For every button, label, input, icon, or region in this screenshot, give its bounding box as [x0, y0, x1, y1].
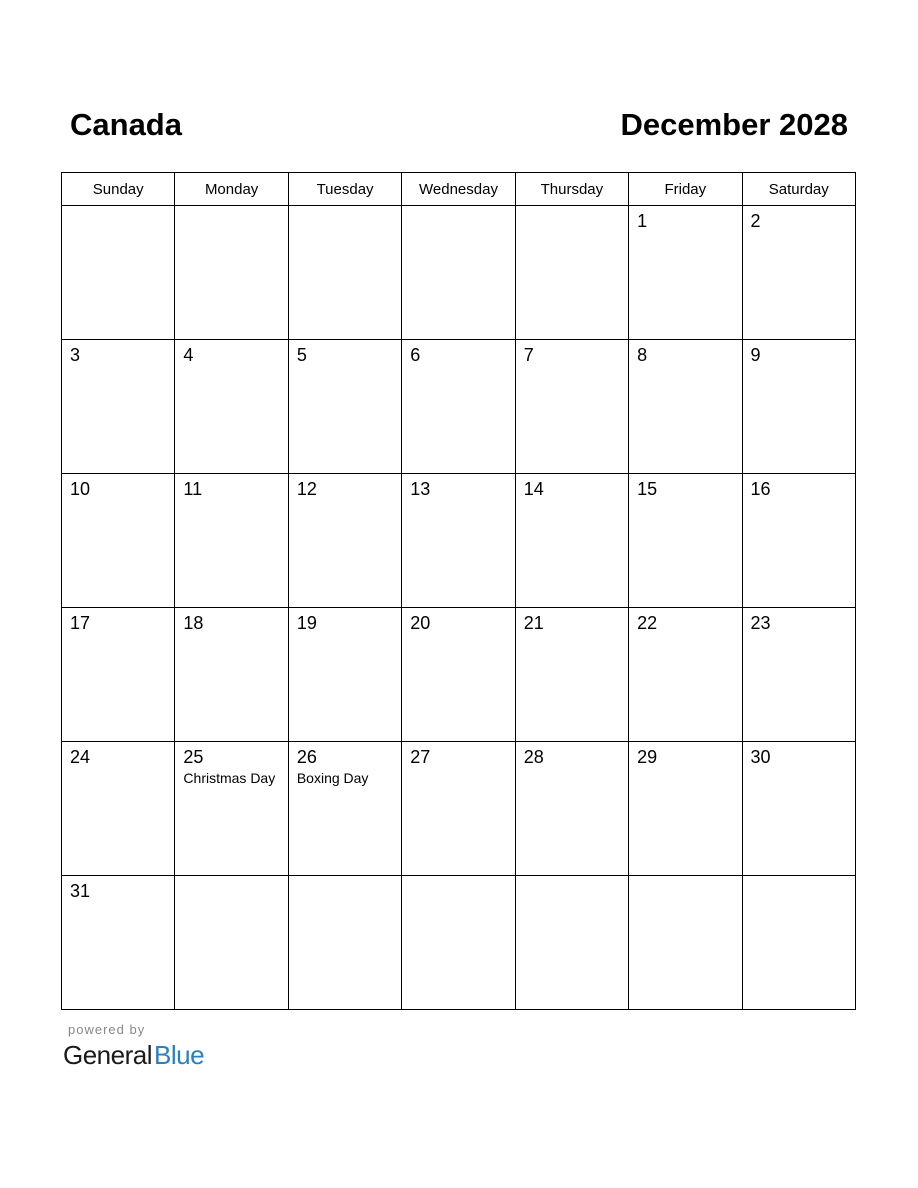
day-cell	[402, 474, 515, 608]
day-cell-content	[516, 474, 628, 500]
day-cell-content	[289, 206, 401, 210]
day-cell-content	[62, 608, 174, 634]
day-number: 5	[296, 345, 307, 365]
day-cell	[288, 206, 401, 340]
day-cell-content	[743, 876, 855, 880]
day-cell-content	[62, 474, 174, 500]
day-cell	[742, 608, 855, 742]
day-cell-content	[175, 340, 287, 366]
day-number: 26	[296, 747, 317, 767]
day-cell	[629, 608, 742, 742]
day-cell-content	[175, 742, 287, 788]
day-number: 7	[523, 345, 534, 365]
day-cell	[62, 474, 175, 608]
day-cell	[175, 876, 288, 1010]
day-number: 8	[637, 345, 648, 365]
day-number: 2	[750, 211, 761, 231]
day-cell-content	[289, 876, 401, 880]
day-cell	[62, 206, 175, 340]
day-cell	[288, 474, 401, 608]
day-cell	[742, 340, 855, 474]
day-number: 6	[410, 345, 421, 365]
day-number: 16	[750, 479, 771, 499]
weekday-wednesday: Wednesday	[402, 173, 515, 206]
day-number: 4	[183, 345, 194, 365]
day-cell	[175, 608, 288, 742]
day-cell-content	[175, 876, 287, 880]
day-cell-content	[175, 206, 287, 210]
day-cell-content	[743, 206, 855, 232]
generalblue-logo	[63, 1038, 204, 1072]
weekday-header-row	[62, 173, 856, 206]
day-cell-content	[402, 206, 514, 210]
day-cell-content	[516, 206, 628, 210]
day-number: 22	[637, 613, 658, 633]
day-cell	[515, 474, 628, 608]
day-number: 14	[523, 479, 544, 499]
day-number: 9	[750, 345, 761, 365]
day-cell	[629, 474, 742, 608]
day-number: 24	[70, 747, 91, 767]
day-cell-content	[402, 742, 514, 768]
day-cell	[62, 340, 175, 474]
day-cell	[629, 742, 742, 876]
brand-blue-text: Blue	[154, 1040, 205, 1070]
day-number: 3	[70, 345, 81, 365]
day-cell	[175, 206, 288, 340]
day-cell-content	[402, 340, 514, 366]
day-number: 15	[637, 479, 658, 499]
day-cell	[402, 340, 515, 474]
day-cell	[515, 876, 628, 1010]
day-cell-content	[516, 876, 628, 880]
day-number: 12	[296, 479, 317, 499]
day-cell-content	[743, 340, 855, 366]
day-cell-content	[743, 608, 855, 634]
day-cell-content	[629, 876, 741, 880]
day-number: 13	[410, 479, 431, 499]
day-cell	[402, 742, 515, 876]
day-number: 31	[70, 881, 91, 901]
day-number: 25	[183, 747, 204, 767]
powered-by-label: powered by	[68, 1022, 146, 1037]
day-number: 21	[523, 613, 544, 633]
day-cell-content	[175, 474, 287, 500]
day-cell-content	[629, 340, 741, 366]
day-number: 20	[410, 613, 431, 633]
day-cell-content	[62, 742, 174, 768]
day-number: 17	[70, 613, 91, 633]
holiday-label: Christmas Day	[183, 770, 276, 786]
day-cell	[515, 340, 628, 474]
day-number: 19	[296, 613, 317, 633]
day-cell	[402, 206, 515, 340]
day-cell-content	[402, 608, 514, 634]
day-cell	[515, 206, 628, 340]
day-cell-content	[289, 608, 401, 634]
day-cell-content	[402, 474, 514, 500]
day-cell	[515, 742, 628, 876]
day-cell	[402, 608, 515, 742]
day-cell-content	[629, 474, 741, 500]
day-cell	[62, 742, 175, 876]
weekday-sunday: Sunday	[62, 173, 175, 206]
day-cell	[629, 876, 742, 1010]
day-cell-content	[516, 340, 628, 366]
day-number: 28	[523, 747, 544, 767]
weekday-saturday: Saturday	[742, 173, 855, 206]
day-number: 10	[70, 479, 91, 499]
day-number: 1	[637, 211, 648, 231]
day-cell	[175, 340, 288, 474]
day-cell-content	[62, 206, 174, 210]
day-cell-content	[629, 742, 741, 768]
day-cell	[288, 608, 401, 742]
day-cell	[629, 340, 742, 474]
day-cell-content	[289, 742, 401, 788]
day-cell-content	[629, 608, 741, 634]
day-cell	[288, 340, 401, 474]
day-cell-content	[402, 876, 514, 880]
weekday-thursday: Thursday	[515, 173, 628, 206]
day-cell-content	[629, 206, 741, 232]
day-cell	[175, 742, 288, 876]
day-cell-content	[175, 608, 287, 634]
day-number: 30	[750, 747, 771, 767]
day-cell	[288, 742, 401, 876]
day-number: 18	[183, 613, 204, 633]
day-cell-content	[743, 742, 855, 768]
day-number: 27	[410, 747, 431, 767]
weekday-tuesday: Tuesday	[288, 173, 401, 206]
day-number: 11	[183, 479, 203, 499]
day-cell-content	[516, 608, 628, 634]
day-cell	[742, 876, 855, 1010]
day-cell	[62, 608, 175, 742]
day-cell	[742, 742, 855, 876]
day-number: 29	[637, 747, 658, 767]
week-row	[62, 206, 856, 340]
day-cell	[62, 876, 175, 1010]
country-title: Canada	[70, 107, 182, 142]
week-row	[62, 876, 856, 1010]
holiday-label: Boxing Day	[296, 770, 369, 786]
calendar-grid	[61, 172, 856, 1010]
day-number: 23	[750, 613, 771, 633]
week-row	[62, 742, 856, 876]
day-cell-content	[516, 742, 628, 768]
day-cell	[175, 474, 288, 608]
weekday-friday: Friday	[629, 173, 742, 206]
day-cell-content	[62, 340, 174, 366]
calendar-body	[62, 206, 856, 1010]
month-title: December 2028	[620, 107, 848, 142]
day-cell	[629, 206, 742, 340]
day-cell	[402, 876, 515, 1010]
day-cell-content	[62, 876, 174, 902]
brand-general-text: General	[63, 1040, 152, 1070]
week-row	[62, 474, 856, 608]
day-cell	[742, 206, 855, 340]
day-cell	[288, 876, 401, 1010]
day-cell	[742, 474, 855, 608]
day-cell-content	[289, 340, 401, 366]
day-cell-content	[743, 474, 855, 500]
week-row	[62, 340, 856, 474]
day-cell	[515, 608, 628, 742]
weekday-monday: Monday	[175, 173, 288, 206]
week-row	[62, 608, 856, 742]
day-cell-content	[289, 474, 401, 500]
